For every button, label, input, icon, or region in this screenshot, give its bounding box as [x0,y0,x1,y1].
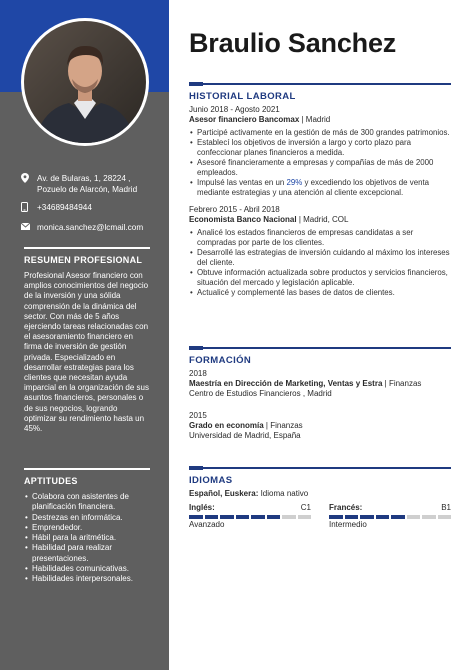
aptitudes-list [24,492,150,585]
language-meter-segment [422,515,436,519]
job-role [189,115,451,125]
resumen-divider [24,247,150,249]
education-degree: Maestría en Dirección de Marketing, Ventas y Estra [189,379,383,388]
language-meter-segment [391,515,405,519]
location-pin-icon [21,173,31,186]
education-year: 2018 [189,369,207,378]
education-entry [189,411,451,441]
language-meter-segment [329,515,343,519]
education-school: Centro de Estudios Financieros , Madrid [189,389,332,398]
job-place: | Madrid [299,115,331,124]
language-meter [329,515,451,519]
language-meter-segment [438,515,452,519]
language-desc: Intermedio [329,520,367,529]
contact-phone [21,202,161,215]
formacion-title: FORMACIÓN [189,355,252,366]
language-level: C1 [300,503,311,512]
aptitudes-title: APTITUDES [24,476,78,486]
aptitud-item: • Colabora con asistentes de planificación financiera. [32,492,150,513]
language-meter-segment [220,515,234,519]
education-school: Universidad de Madrid, España [189,431,301,440]
job-bullet: • Desarrollé las estrategias de inversión cuidando al máximo los intereses del cliente. [197,248,451,268]
historial-title: HISTORIAL LABORAL [189,91,296,102]
language-meter-segment [360,515,374,519]
education-field: | Finanzas [382,379,422,388]
language-ingles [189,503,311,530]
job-place: | Madrid, COL [296,215,349,224]
native-languages-value: Idioma nativo [258,489,309,498]
aptitud-item: • Habilidades interpersonales. [32,574,150,584]
address-line1: Av. de Bularas, 1, 28224 , [37,174,131,183]
aptitud-item: • Destrezas en informática. [32,513,150,523]
education-entry [189,369,451,399]
native-languages [189,489,451,499]
job-bullet-text: Impulsé las ventas en un [197,178,287,187]
language-meter [189,515,311,519]
language-meter-segment [189,515,203,519]
highlight-percent: 29% [286,178,303,187]
job-bullet: • Establecí los objetivos de inversión a largo y corto plazo para confeccionar planes financieros a medida. [197,138,451,158]
idiomas-section [189,467,451,530]
job-role [189,215,451,225]
contact-address [21,173,161,195]
language-meter-segment [376,515,390,519]
aptitud-item: • Hábil para la aritmética. [32,533,150,543]
language-meter-segment [251,515,265,519]
idiomas-title: IDIOMAS [189,475,233,486]
job-bullet: • Participé activamente en la gestión de más de 300 grandes patrimonios. [197,128,451,138]
phone-number[interactable]: +34689484944 [37,203,92,212]
idiomas-divider [189,467,451,469]
job-bullet: • Asesoré financieramente a empresas y compañías de más de 2000 empleados. [197,158,451,178]
email-address[interactable]: monica.sanchez@lcmail.com [37,223,144,232]
language-meter-segment [407,515,421,519]
job-date: Febrero 2015 - Abril 2018 [189,205,280,214]
job-bullet: • Obtuve información actualizada sobre productos y servicios financieros, situación del mercado y legislación aplicable. [197,268,451,288]
job-entry [189,205,451,298]
candidate-name: Braulio Sanchez [189,28,397,58]
aptitud-item: • Emprendedor. [32,523,150,533]
job-title: Economista Banco Nacional [189,215,297,224]
language-level: B1 [441,503,451,512]
language-meter-segment [236,515,250,519]
education-field: | Finanzas [263,421,303,430]
education-degree: Grado en economía [189,421,264,430]
job-entry [189,105,451,198]
job-bullets [189,228,451,298]
sidebar [0,0,169,670]
language-meter-segment [298,515,312,519]
job-bullets [189,128,451,198]
job-date: Junio 2018 - Agosto 2021 [189,105,280,114]
job-bullet-text: y excediendo los objetivos de venta mediante estrategias y una atención al cliente excepcional. [197,178,430,197]
language-frances [329,503,451,530]
contact-block [21,173,161,240]
aptitud-item: • Habilidades comunicativas. [32,564,150,574]
email-icon [21,222,31,233]
language-meter-segment [267,515,281,519]
language-desc: Avanzado [189,520,225,529]
contact-email [21,222,161,233]
language-levels [189,503,451,530]
aptitudes-divider [24,468,150,470]
job-title: Asesor financiero Bancomax [189,115,300,124]
resumen-text: Profesional Asesor financiero con amplios conocimientos del negocio de la inversión y una sólida comprensión de la dinámica del sector. Con más de 5 años ejerciendo tareas relacionadas con el asesoramiento financiero en firma de inversión de gestión privada. Especializado en desarrollar estrategias para los clientes que necesitan ayuda imparcial en la organización de sus asuntos financieros, personales o de sus negocios, logrando optimizar su rendimiento hasta un 45%. [24,271,149,434]
job-bullet [197,178,451,198]
native-languages-label: Español, Euskera: [189,489,259,498]
formacion-section [189,347,451,441]
aptitud-item: • Habilidad para realizar presentaciones. [32,543,150,564]
address-line2: Pozuelo de Alarcón, Madrid [37,185,138,194]
resumen-section [24,247,150,434]
language-meter-segment [205,515,219,519]
formacion-divider [189,347,451,349]
avatar [21,18,149,146]
historial-section [189,83,451,298]
language-name: Francés: [329,503,363,512]
avatar-photo [24,21,146,143]
phone-icon [21,202,31,215]
job-bullet: • Actualicé y complementé las bases de datos de clientes. [197,288,451,298]
resumen-title: RESUMEN PROFESIONAL [24,255,143,265]
education-year: 2015 [189,411,207,420]
language-meter-segment [282,515,296,519]
language-name: Inglés: [189,503,215,512]
job-bullet: • Analicé los estados financieros de empresas candidatas a ser compradas por parte de los clientes. [197,228,451,248]
aptitudes-section [24,468,150,585]
historial-divider [189,83,451,85]
language-meter-segment [345,515,359,519]
